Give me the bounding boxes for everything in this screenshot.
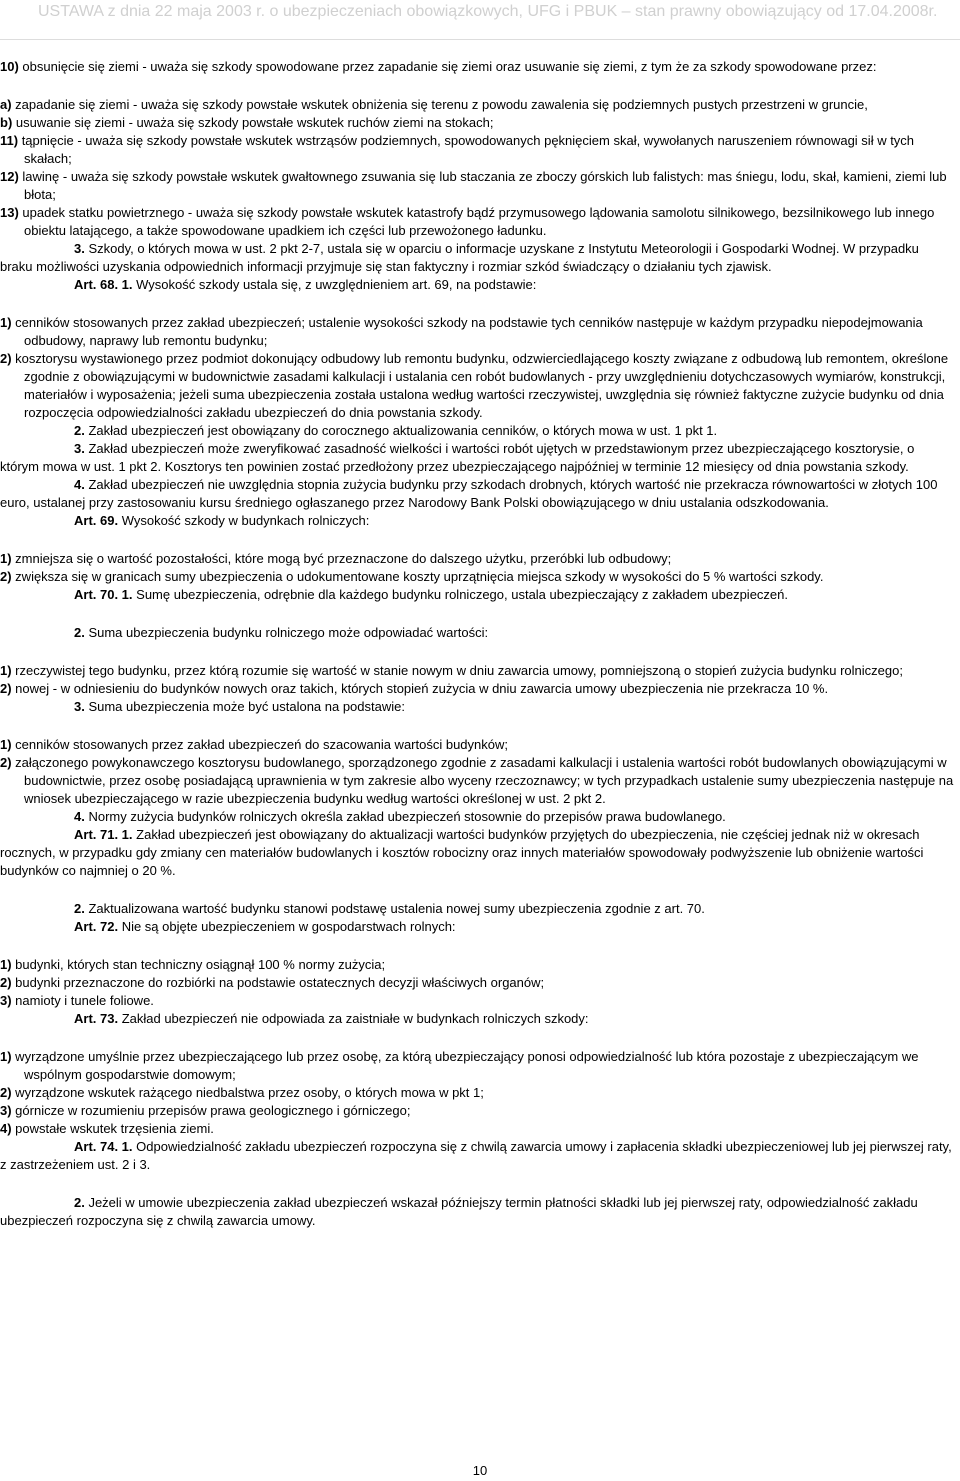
item-text: górnicze w rozumieniu przepisów prawa geologicznego i górniczego;	[11, 1103, 411, 1118]
item-number: Art. 69.	[74, 513, 119, 528]
item-text: zapadanie się ziemi - uważa się szkody powstałe wskutek obniżenia się terenu z powodu zawalenia się podziemnych pustych przestrzeni w gruncie,	[11, 97, 868, 112]
paragraph-spacer	[0, 1174, 960, 1194]
item-number: 2)	[0, 569, 12, 584]
item-text: Zakład ubezpieczeń nie odpowiada za zaistniałe w budynkach rolniczych szkody:	[118, 1011, 589, 1026]
article-paragraph	[0, 476, 960, 512]
article-paragraph	[0, 1010, 960, 1028]
item-number: 4.	[74, 809, 85, 824]
item-text: Suma ubezpieczenia budynku rolniczego może odpowiadać wartości:	[84, 625, 489, 640]
item-text: zwiększa się w granicach sumy ubezpieczenia o udokumentowane koszty uprzątnięcia miejsca szkody w wysokości do 5 % wartości szkody.	[11, 569, 824, 584]
article-paragraph	[0, 808, 960, 826]
item-text: powstałe wskutek trzęsienia ziemi.	[11, 1121, 214, 1136]
page-number: 10	[472, 1463, 488, 1478]
item-number: 3.	[74, 441, 85, 456]
list-item	[0, 680, 960, 698]
list-item	[0, 550, 960, 568]
list-item	[0, 662, 960, 680]
item-text: budynki, których stan techniczny osiągnął 100 % normy zużycia;	[11, 957, 386, 972]
item-text: cenników stosowanych przez zakład ubezpieczeń do szacowania wartości budynków;	[11, 737, 508, 752]
item-text: Szkody, o których mowa w ust. 2 pkt 2-7, ustala się w oparciu o informacje uzyskane z Instytutu Meteorologii i Gospodarki Wodnej. W przypadku braku możliwości uzyskania odpowiednich informacji przyjmuje się stan faktyczny i rozmiar szkód świadczący o działaniu tych zjawisk.	[0, 241, 919, 274]
item-text: wyrządzone wskutek rażącego niedbalstwa przez osoby, o których mowa w pkt 1;	[11, 1085, 484, 1100]
item-number: 2.	[74, 901, 85, 916]
item-number: 2)	[0, 681, 12, 696]
paragraph-spacer	[0, 880, 960, 900]
item-number: a)	[0, 97, 12, 112]
item-number: 1)	[0, 663, 12, 678]
item-number: 1)	[0, 551, 12, 566]
list-item	[0, 1048, 960, 1084]
item-number: 2)	[0, 351, 12, 366]
list-item	[0, 132, 960, 168]
item-text: wyrządzone umyślnie przez ubezpieczającego lub przez osobę, za którą ubezpieczający ponosi odpowiedzialność lub która pozostaje z ubezpieczającym we wspólnym gospodarstwie domowym;	[11, 1049, 919, 1082]
item-number: 3.	[74, 699, 85, 714]
item-text: Suma ubezpieczenia może być ustalona na podstawie:	[84, 699, 405, 714]
item-number: 11)	[0, 133, 19, 148]
item-number: 3)	[0, 993, 12, 1008]
article-paragraph	[0, 900, 960, 918]
article-paragraph	[0, 1194, 960, 1230]
running-header-title: USTAWA z dnia 22 maja 2003 r. o ubezpieczeniach obowiązkowych, UFG i PBUK – stan prawny obowiązujący od 17.04.2008r.	[38, 3, 938, 20]
item-number: Art. 73.	[74, 1011, 119, 1026]
item-text: Wysokość szkody ustala się, z uwzględnieniem art. 69, na podstawie:	[132, 277, 537, 292]
item-text: Nie są objęte ubezpieczeniem w gospodarstwach rolnych:	[118, 919, 456, 934]
list-item	[0, 974, 960, 992]
item-text: Zakład ubezpieczeń nie uwzględnia stopnia zużycia budynku przy szkodach drobnych, których wartość nie przekracza równowartości w złotych 100 euro, ustalanej przy zastosowaniu kursu średniego ogłaszanego przez Narodowy Bank Polski obowiązującego w dniu ustalania odszkodowania.	[0, 477, 938, 510]
item-number: Art. 68. 1.	[74, 277, 133, 292]
item-text: obsunięcie się ziemi - uważa się szkody spowodowane przez zapadanie się ziemi oraz usuwanie się ziemi, z tym że za szkody spowodowane przez:	[18, 59, 877, 74]
item-number: 2.	[74, 1195, 85, 1210]
item-number: 10)	[0, 59, 19, 74]
article-paragraph	[0, 586, 960, 604]
item-number: 2)	[0, 975, 12, 990]
item-number: 1)	[0, 1049, 12, 1064]
item-number: 4.	[74, 477, 85, 492]
list-item	[0, 568, 960, 586]
item-text: Zakład ubezpieczeń jest obowiązany do aktualizacji wartości budynków przyjętych do ubezpieczenia, nie częściej jednak niż w okresach rocznych, w przypadku gdy zmiany cen materiałów budowlanych i kosztów robocizny oraz innych materiałów spowodowały podwyższenie lub obniżenie wartości budynków co najmniej o 20 %.	[0, 827, 924, 878]
article-paragraph	[0, 240, 960, 276]
item-number: 3.	[74, 241, 85, 256]
list-item	[0, 96, 960, 114]
item-number: 1)	[0, 957, 12, 972]
paragraph-spacer	[0, 530, 960, 550]
article-paragraph	[0, 698, 960, 716]
list-item	[0, 754, 960, 808]
list-item	[0, 1084, 960, 1102]
item-text: lawinę - uważa się szkody powstałe wskutek gwałtownego zsuwania się lub staczania ze zboczy górskich lub falistych: mas śniegu, lodu, skał, kamieni, ziemi lub błota;	[18, 169, 947, 202]
list-item	[0, 350, 960, 422]
item-number: 3)	[0, 1103, 12, 1118]
list-item	[0, 114, 960, 132]
item-number: 1)	[0, 737, 12, 752]
list-item	[0, 168, 960, 204]
list-item	[0, 992, 960, 1010]
list-item	[0, 956, 960, 974]
paragraph-spacer	[0, 294, 960, 314]
item-text: upadek statku powietrznego - uważa się szkody powstałe wskutek katastrofy bądź przymusowego lądowania samolotu silnikowego, bezsilnikowego lub innego obiektu latającego, a także spowodowane upadkiem ich części lub przewożonego ładunku.	[18, 205, 935, 238]
item-text: rzeczywistej tego budynku, przez którą rozumie się wartość w stanie nowym w dniu zawarcia umowy, pomniejszoną o stopień zużycia budynku rolniczego;	[11, 663, 903, 678]
item-text: budynki przeznaczone do rozbiórki na podstawie ostatecznych decyzji właściwych organów;	[11, 975, 545, 990]
item-number: 2)	[0, 755, 12, 770]
item-text: Wysokość szkody w budynkach rolniczych:	[118, 513, 370, 528]
item-text: Zakład ubezpieczeń może zweryfikować zasadność wielkości i wartości robót ujętych w przedstawionym przez ubezpieczającego kosztorysie, o którym mowa w ust. 1 pkt 2. Kosztorys ten powinien zostać przedłożony przez ubezpieczającego najpóźniej w terminie 12 miesięcy od dnia powstania szkody.	[0, 441, 915, 474]
paragraph-spacer	[0, 716, 960, 736]
article-paragraph	[0, 826, 960, 880]
article-paragraph	[0, 512, 960, 530]
item-text: załączonego powykonawczego kosztorysu budowlanego, sporządzonego zgodnie z zasadami kalkulacji i ustalenia wartości robót budowlanych obowiązującymi w budownictwie, przez osobę posiadającą uprawnienia w tym zakresie albo wyceny rzeczoznawcy; w tych przypadkach ustalenie sumy ubezpieczenia następuje na wniosek ubezpieczającego w razie ubezpieczenia budynku według wartości określonej w ust. 2 pkt 2.	[11, 755, 954, 806]
document-body	[0, 58, 960, 1230]
item-text: Zaktualizowana wartość budynku stanowi podstawę ustalenia nowej sumy ubezpieczenia zgodnie z art. 70.	[84, 901, 705, 916]
item-number: 2.	[74, 625, 85, 640]
item-number: 1)	[0, 315, 12, 330]
paragraph-spacer	[0, 1028, 960, 1048]
item-number: 2)	[0, 1085, 12, 1100]
article-paragraph	[0, 276, 960, 294]
article-paragraph	[0, 440, 960, 476]
article-paragraph	[0, 624, 960, 642]
item-text: kosztorysu wystawionego przez podmiot dokonujący odbudowy lub remontu budynku, odzwierciedlającego koszty związane z odbudową lub remontem, określone zgodnie z obowiązującymi w budownictwie zasadami kalkulacji i ustalania cen robót budowlanych - przy uwzględnieniu dotychczasowych wymiarów, konstrukcji, materiałów i wyposażenia; jeżeli suma ubezpieczenia została ustalona według wartości rzeczywistej, uwzględnia się również faktyczne zużycie budynku od dnia rozpoczęcia odpowiedzialności zakładu ubezpieczeń do dnia powstania szkody.	[11, 351, 949, 420]
item-text: usuwanie się ziemi - uważa się szkody powstałe wskutek ruchów ziemi na stokach;	[12, 115, 494, 130]
item-text: zmniejsza się o wartość pozostałości, które mogą być przeznaczone do dalszego użytku, przeróbki lub odbudowy;	[11, 551, 672, 566]
paragraph-spacer	[0, 642, 960, 662]
list-item	[0, 204, 960, 240]
item-number: Art. 74. 1.	[74, 1139, 133, 1154]
list-item	[0, 58, 960, 76]
list-item	[0, 314, 960, 350]
article-paragraph	[0, 918, 960, 936]
list-item	[0, 1120, 960, 1138]
running-header	[0, 0, 960, 40]
item-number: Art. 70. 1.	[74, 587, 133, 602]
item-number: 4)	[0, 1121, 12, 1136]
item-number: Art. 72.	[74, 919, 119, 934]
item-text: cenników stosowanych przez zakład ubezpieczeń; ustalenie wysokości szkody na podstawie tych cenników następuje w każdym przypadku niepodejmowania odbudowy, naprawy lub remontu budynku;	[11, 315, 923, 348]
paragraph-spacer	[0, 76, 960, 96]
item-number: b)	[0, 115, 13, 130]
item-text: Normy zużycia budynków rolniczych określa zakład ubezpieczeń stosownie do przepisów prawa budowlanego.	[84, 809, 726, 824]
item-text: nowej - w odniesieniu do budynków nowych oraz takich, których stopień zużycia w dniu zawarcia umowy ubezpieczenia nie przekracza 10 %.	[11, 681, 829, 696]
item-text: Odpowiedzialność zakładu ubezpieczeń rozpoczyna się z chwilą zawarcia umowy i zapłacenia składki ubezpieczeniowej lub jej pierwszej raty, z zastrzeżeniem ust. 2 i 3.	[0, 1139, 952, 1172]
paragraph-spacer	[0, 936, 960, 956]
item-number: 13)	[0, 205, 19, 220]
item-text: namioty i tunele foliowe.	[11, 993, 154, 1008]
list-item	[0, 1102, 960, 1120]
item-text: Jeżeli w umowie ubezpieczenia zakład ubezpieczeń wskazał późniejszy termin płatności składki lub jej pierwszej raty, odpowiedzialność zakładu ubezpieczeń rozpoczyna się z chwilą zawarcia umowy.	[0, 1195, 918, 1228]
item-number: 12)	[0, 169, 19, 184]
article-paragraph	[0, 1138, 960, 1174]
item-text: tąpnięcie - uważa się szkody powstałe wskutek wstrząsów podziemnych, spowodowanych pęknięciem skał, wywołanych naruszeniem równowagi sił w tych skałach;	[18, 133, 915, 166]
list-item	[0, 736, 960, 754]
paragraph-spacer	[0, 604, 960, 624]
item-text: Zakład ubezpieczeń jest obowiązany do corocznego aktualizowania cenników, o których mowa w ust. 1 pkt 1.	[84, 423, 718, 438]
item-number: Art. 71. 1.	[74, 827, 133, 842]
item-text: Sumę ubezpieczenia, odrębnie dla każdego budynku rolniczego, ustala ubezpieczający z zakładem ubezpieczeń.	[132, 587, 788, 602]
item-number: 2.	[74, 423, 85, 438]
article-paragraph	[0, 422, 960, 440]
